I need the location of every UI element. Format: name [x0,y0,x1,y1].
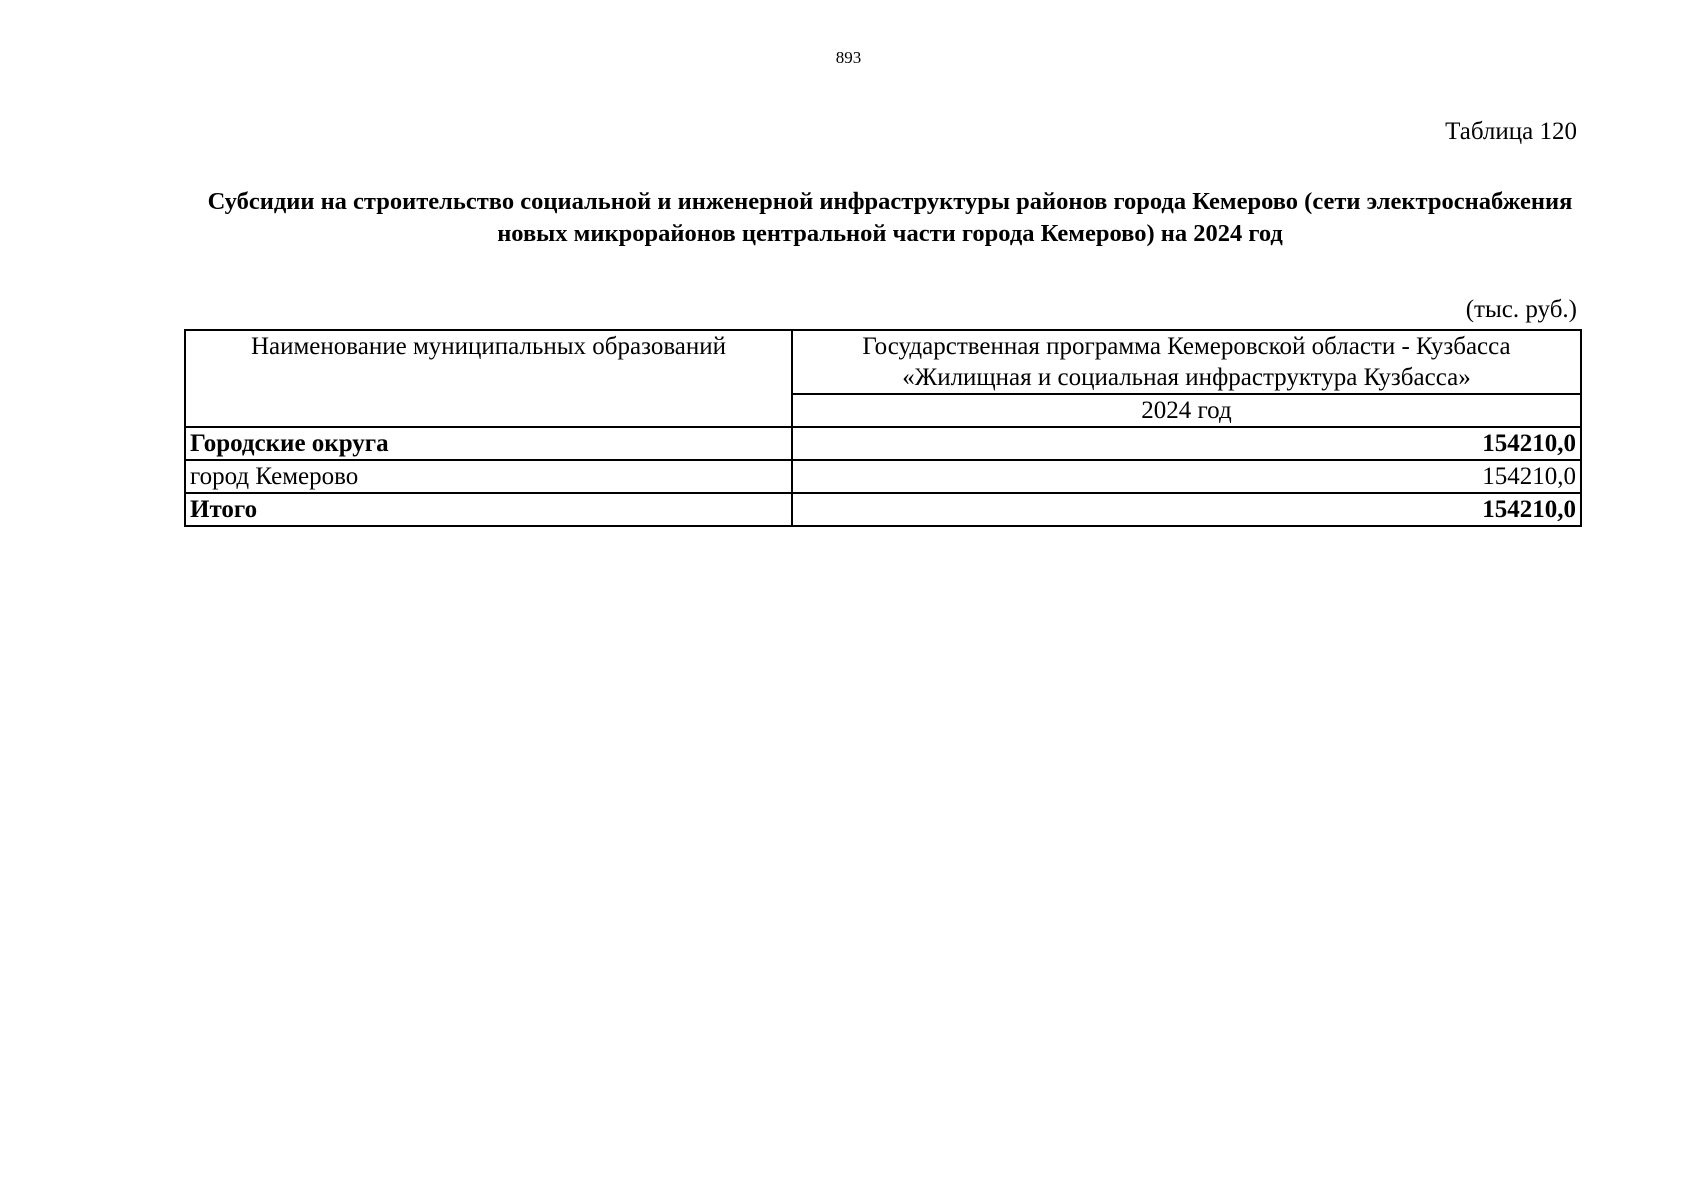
table-row [185,427,1581,460]
page-number: 893 [835,48,862,67]
row-value: 154210,0 [792,460,1581,493]
row-name: Городские округа [185,427,792,460]
row-name: город Кемерово [185,460,792,493]
units-label: (тыс. руб.) [1465,296,1577,323]
table-reference: Таблица 120 [1445,118,1577,145]
row-name: Итого [185,493,792,526]
table-row [185,493,1581,526]
header-program: Государственная программа Кемеровской области - Кузбасса «Жилищная и социальная инфраструктура Кузбасса» [792,330,1581,394]
row-value: 154210,0 [792,493,1581,526]
subsidy-table [184,329,1582,527]
header-year: 2024 год [792,394,1581,427]
header-name-column: Наименование муниципальных образований [185,330,792,427]
row-value: 154210,0 [792,427,1581,460]
table-row [185,460,1581,493]
document-title: Субсидии на строительство социальной и инженерной инфраструктуры районов города Кемерово (сети электроснабжения новых микрорайонов центральной части города Кемерово) на 2024 год [207,188,1573,247]
table-header-row [185,330,1581,394]
